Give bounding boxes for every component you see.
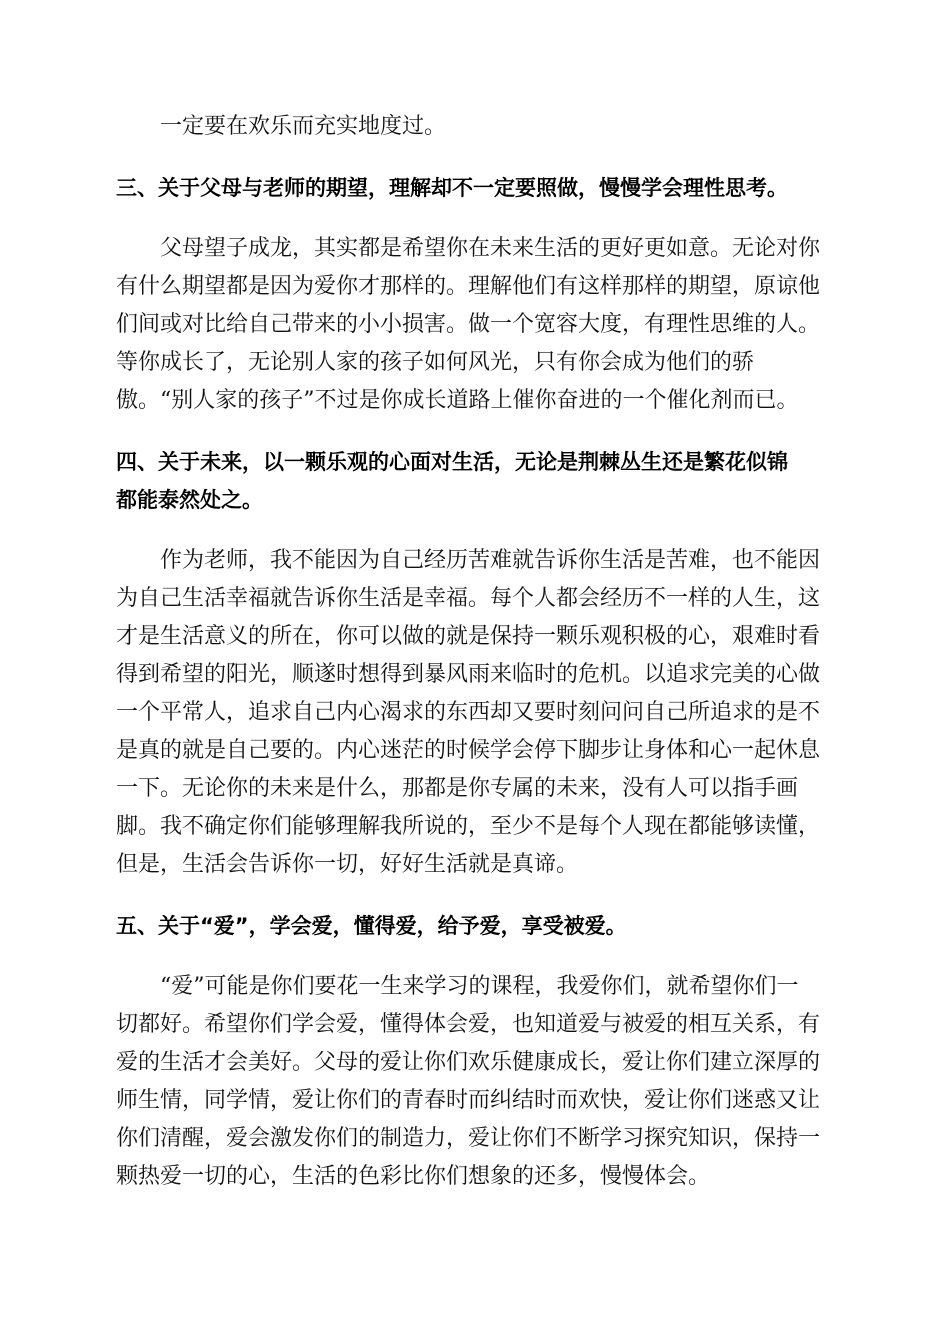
document-body [116,108,834,1219]
text-line: 作为老师，我不能因为自己经历苦难就告诉你生活是苦难，也不能因 [160,548,821,573]
text-line: 傲。“别人家的孩子”不过是你成长道路上催你奋进的一个催化剂而已。 [116,388,799,413]
text-line: 你们清醒，爱会激发你们的制造力，爱让你们不断学习探究知识，保持一 [116,1126,821,1151]
text-line: 一定要在欢乐而充实地度过。 [160,114,447,139]
text-line: 切都好。希望你们学会爱，懂得体会爱，也知道爱与被爱的相互关系，有 [116,1012,821,1037]
section-heading-love [116,907,834,945]
heading-line: 五、关于“爱”，学会爱，懂得爱，给予爱，享受被爱。 [116,914,627,938]
text-line: 得到希望的阳光，顺遂时想得到暴风雨来临时的危机。以追求完美的心做 [116,662,821,687]
text-line: 脚。我不确定你们能够理解我所说的，至少不是每个人现在都能够读懂， [116,814,821,839]
section-heading-parents-expectations [116,169,834,207]
text-line: 一下。无论你的未来是什么，那都是你专属的未来，没有人可以指手画 [116,776,799,801]
text-line: 但是，生活会告诉你一切，好好生活就是真谛。 [116,852,579,877]
text-line: 有什么期望都是因为爱你才那样的。理解他们有这样那样的期望，原谅他 [116,274,821,299]
heading-line: 四、关于未来，以一颗乐观的心面对生活，无论是荆棘丛生还是繁花似锦 [116,450,788,474]
paragraph-parents-expectations [116,230,834,420]
text-line: 爱的生活才会美好。父母的爱让你们欢乐健康成长，爱让你们建立深厚的 [116,1050,821,1075]
text-line: 等你成长了，无论别人家的孩子如何风光，只有你会成为他们的骄 [116,350,755,375]
section-heading-future [116,443,834,519]
paragraph-love [116,968,834,1196]
text-line: 一个平常人，追求自己内心渴求的东西却又要时刻问问自己所追求的是不 [116,700,821,725]
text-line: 们间或对比给自己带来的小小损害。做一个宽容大度，有理性思维的人。 [116,312,821,337]
text-line: 是真的就是自己要的。内心迷茫的时候学会停下脚步让身体和心一起休息 [116,738,821,763]
text-line: 才是生活意义的所在，你可以做的就是保持一颗乐观积极的心，艰难时看 [116,624,821,649]
text-line: 为自己生活幸福就告诉你生活是幸福。每个人都会经历不一样的人生，这 [116,586,821,611]
paragraph-future [116,542,834,884]
text-line: 父母望子成龙，其实都是希望你在未来生活的更好更如意。无论对你 [160,236,821,261]
heading-line: 都能泰然处之。 [116,488,263,512]
heading-line: 三、关于父母与老师的期望，理解却不一定要照做，慢慢学会理性思考。 [116,176,788,200]
text-line: 师生情，同学情，爱让你们的青春时而纠结时而欢快，爱让你们迷惑又让 [116,1088,821,1113]
text-line: “爱”可能是你们要花一生来学习的课程，我爱你们，就希望你们一 [160,974,799,999]
text-line: 颗热爱一切的心，生活的色彩比你们想象的还多，慢慢体会。 [116,1164,711,1189]
paragraph-intro-end [116,108,834,146]
